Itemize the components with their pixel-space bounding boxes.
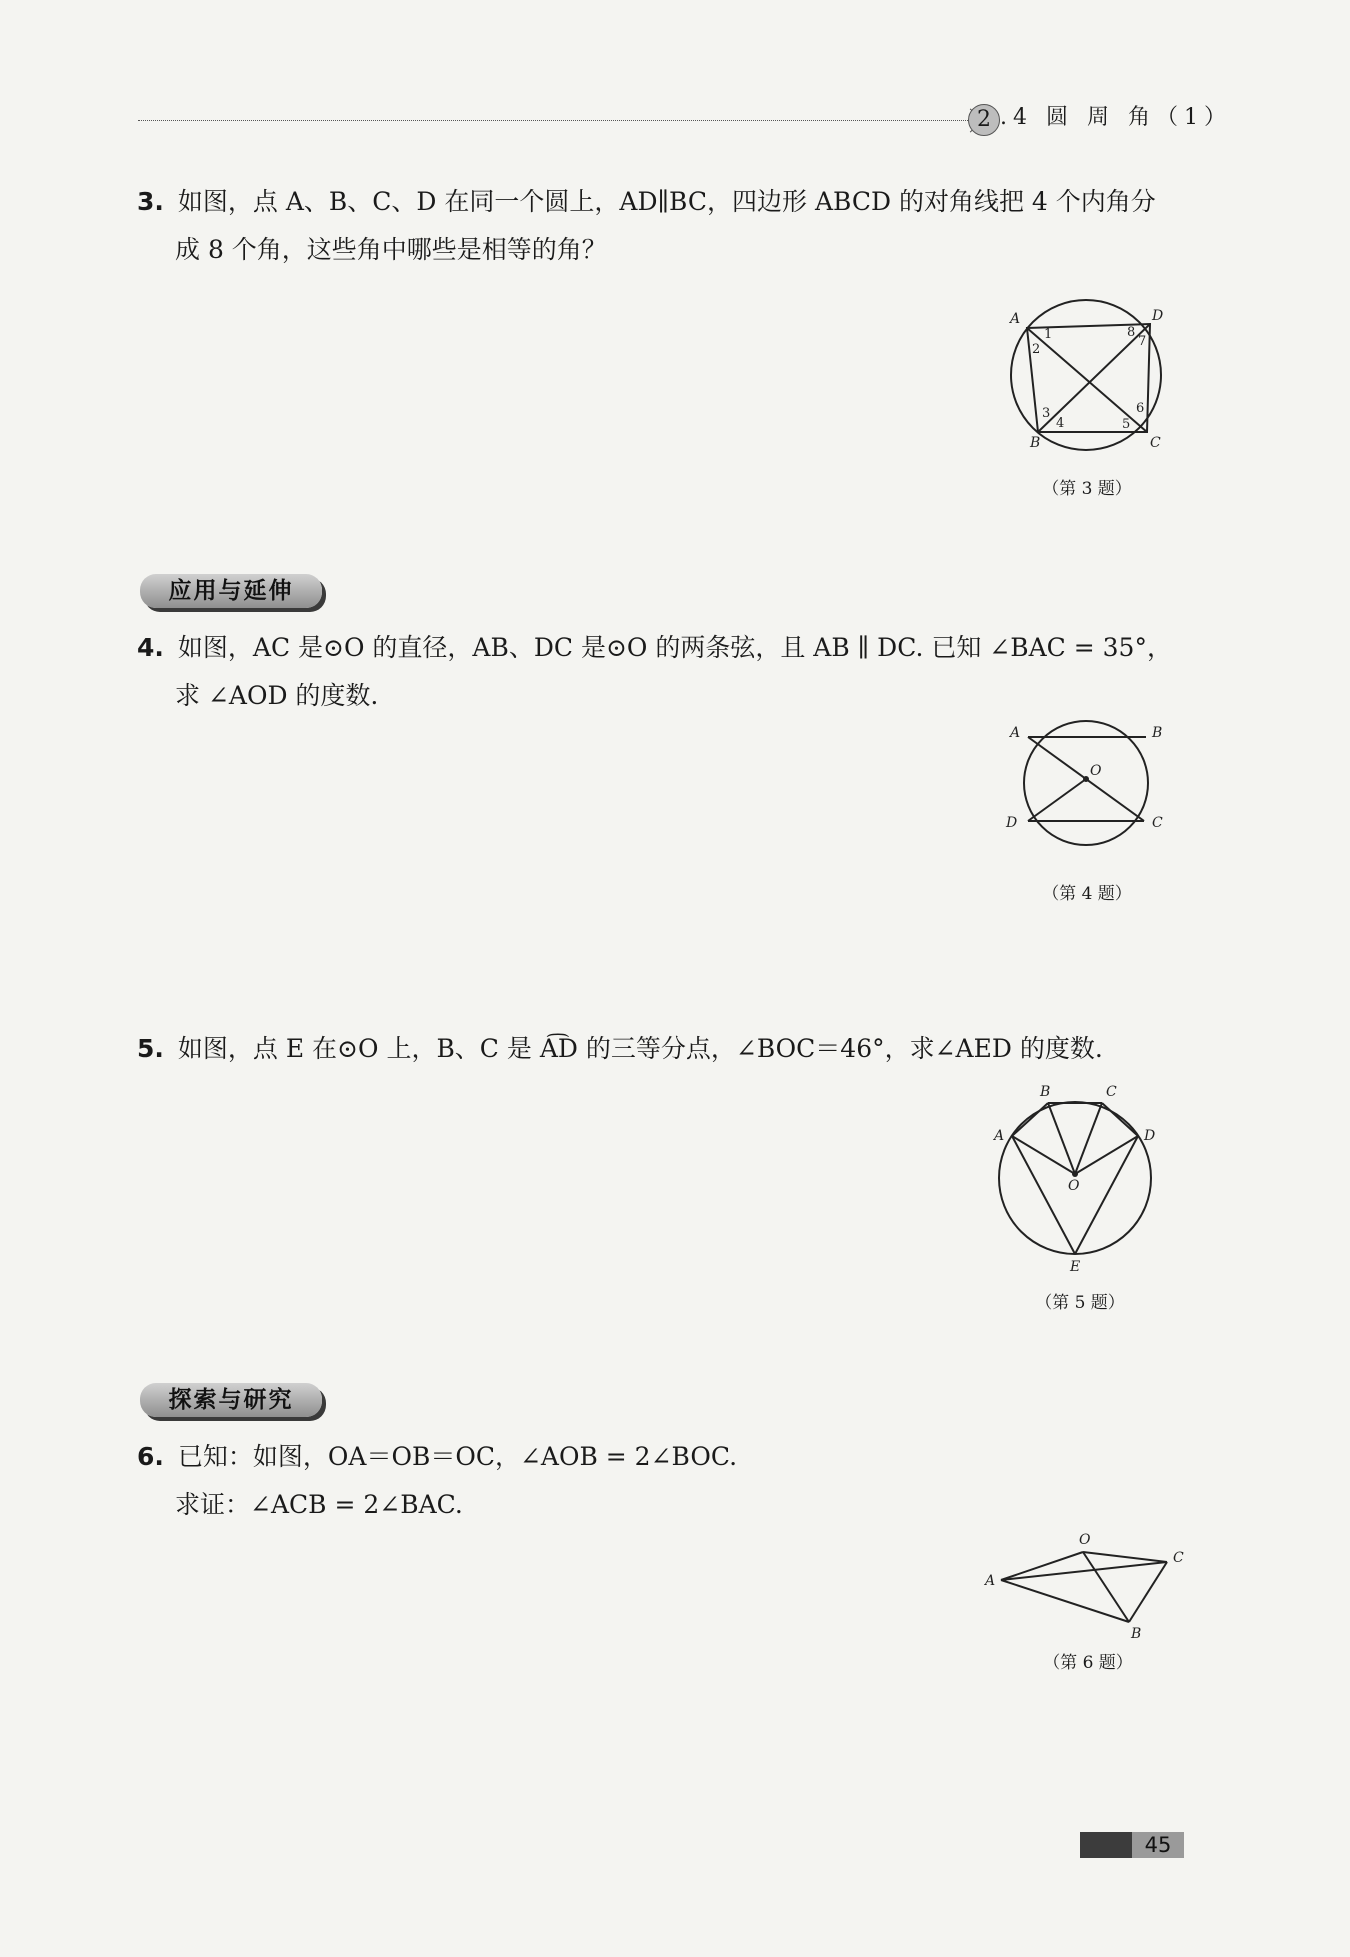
label-d: D: [1006, 815, 1018, 831]
problem-6: [137, 1433, 1197, 1529]
center-point: [1083, 776, 1089, 782]
label-o: O: [1068, 1178, 1080, 1194]
problem-text-line1: 已知：如图，OA＝OB＝OC，∠AOB = 2∠BOC.: [177, 1442, 738, 1471]
label-d: D: [1144, 1128, 1156, 1144]
problem-number: 4.: [137, 633, 164, 662]
chord-cd: [1102, 1103, 1138, 1136]
segment-od: [1028, 779, 1086, 821]
label-a: A: [985, 1573, 996, 1589]
label-a: A: [1010, 725, 1021, 741]
problem-number: 3.: [137, 187, 164, 216]
label-c: C: [1106, 1084, 1117, 1100]
problem-text-line1: 如图，点 A、B、C、D 在同一个圆上，AD∥BC，四边形 ABCD 的对角线把 4 个内角分: [177, 187, 1156, 216]
angle-label-3: 3: [1042, 406, 1051, 421]
problem-3: [137, 178, 1197, 274]
label-c: C: [1152, 815, 1163, 831]
problem-number: 6.: [137, 1442, 164, 1471]
figure-3-caption: （第 3 题）: [1042, 479, 1132, 499]
label-c: C: [1150, 435, 1161, 451]
angle-label-6: 6: [1136, 401, 1145, 416]
section-banner-apply: 应用与延伸: [140, 574, 322, 608]
figure-4-diagram: [1000, 715, 1180, 875]
segment-ab: [1001, 1580, 1129, 1622]
chord-de: [1075, 1136, 1138, 1254]
radius-oc: [1075, 1103, 1102, 1174]
segment-oc: [1083, 1552, 1167, 1562]
chord-ae: [1012, 1136, 1075, 1254]
angle-label-1: 1: [1044, 327, 1053, 342]
figure-5-caption: （第 5 题）: [1035, 1293, 1125, 1313]
angle-label-8: 8: [1127, 325, 1136, 340]
angle-label-7: 7: [1138, 334, 1147, 349]
section-title: .4 圆 周 角（1）: [1000, 105, 1232, 130]
problem-text-line1: 如图，AC 是⊙O 的直径，AB、DC 是⊙O 的两条弦，且 AB ∥ DC. 已知 ∠BAC = 35°，: [177, 633, 1172, 662]
problem-number: 5.: [137, 1034, 164, 1063]
label-o: O: [1079, 1532, 1091, 1548]
angle-label-4: 4: [1056, 416, 1065, 431]
center-point: [1072, 1171, 1078, 1177]
page-number: 45: [1144, 1833, 1172, 1857]
figure-3-diagram: [1000, 290, 1180, 460]
section-number-badge: 2: [968, 104, 1000, 136]
figure-4-caption: （第 4 题）: [1042, 884, 1132, 904]
problem-5: [137, 1025, 1197, 1073]
section-banner-explore: 探索与研究: [140, 1383, 322, 1417]
figure-6-caption: （第 6 题）: [1043, 1653, 1133, 1673]
problem-text-line2: 成 8 个角，这些角中哪些是相等的角？: [175, 235, 607, 264]
circle: [1024, 721, 1148, 845]
circle: [1011, 300, 1164, 450]
angle-label-2: 2: [1032, 342, 1041, 357]
segment-bc: [1129, 1562, 1167, 1622]
label-e: E: [1070, 1259, 1081, 1275]
problem-text-line1: 如图，点 E 在⊙O 上，B、C 是 A͡D 的三等分点，∠BOC＝46°，求∠AED 的度数.: [177, 1034, 1103, 1063]
header-dotted-line: [138, 120, 970, 121]
label-a: A: [1010, 311, 1021, 327]
label-o: O: [1090, 763, 1102, 779]
label-b: B: [1152, 725, 1163, 741]
label-a: A: [994, 1128, 1005, 1144]
segment-ob: [1083, 1552, 1129, 1622]
diagonal-bd: [1038, 324, 1150, 432]
label-c: C: [1173, 1550, 1184, 1566]
figure-6-diagram: [985, 1528, 1195, 1643]
label-b: B: [1040, 1084, 1051, 1100]
page-number-bar: [1080, 1832, 1132, 1858]
problem-text-line2: 求 ∠AOD 的度数.: [175, 681, 379, 710]
figure-5-diagram: [990, 1080, 1180, 1275]
radius-ob: [1048, 1103, 1075, 1174]
label-d: D: [1152, 308, 1164, 324]
label-b: B: [1131, 1626, 1142, 1642]
problem-4: [137, 624, 1197, 720]
angle-label-5: 5: [1122, 417, 1131, 432]
chord-ab: [1012, 1103, 1048, 1136]
problem-text-line2: 求证：∠ACB = 2∠BAC.: [175, 1490, 463, 1519]
label-b: B: [1030, 435, 1041, 451]
